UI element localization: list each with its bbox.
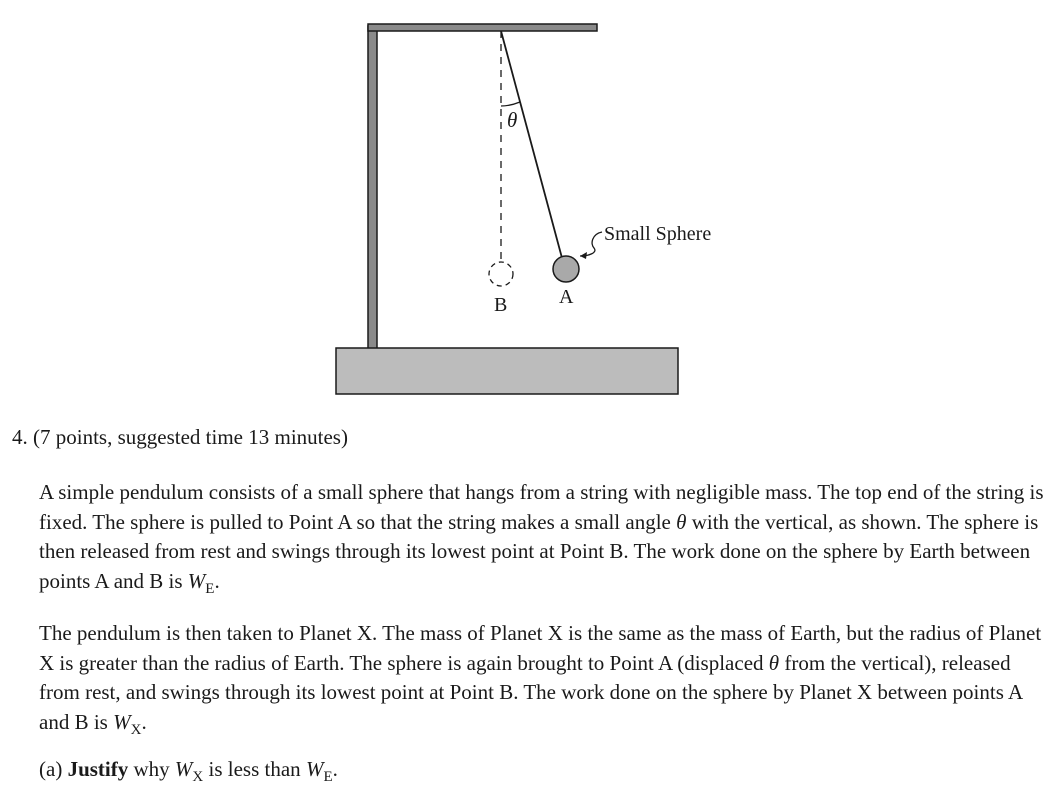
- part-a-end: .: [332, 757, 338, 781]
- sphere-pointer-arrowhead: [580, 252, 587, 259]
- part-a-text2: is less than: [208, 757, 301, 781]
- para1-theta: θ: [676, 509, 687, 534]
- para2-theta: θ: [768, 650, 780, 675]
- para1-end: .: [214, 568, 220, 593]
- para2-text: The pendulum is then taken to Planet X. The mass of Planet X is the same as the mass of Earth, but the radius of Planet X is greater than the radius of Earth. The sphere is again brought to Point A (displaced: [39, 621, 1042, 675]
- stand-post: [368, 26, 377, 350]
- part-a-bold: Justify: [67, 757, 129, 781]
- theta-arc: [501, 102, 520, 106]
- point-b-dashed-sphere: [489, 262, 513, 286]
- para2-end: .: [141, 709, 147, 734]
- para2-work-sub: X: [130, 721, 142, 738]
- para2-text2: from the vertical), released from rest, and swings through its lowest point at Point B. The work done on the sphere by Planet X between points A and B is: [39, 650, 1023, 734]
- small-sphere: [553, 256, 579, 282]
- question-heading: 4. (7 points, suggested time 13 minutes): [12, 425, 348, 449]
- point-a-label: A: [559, 286, 574, 308]
- stand-beam: [368, 24, 597, 31]
- question-part-a: [39, 755, 338, 788]
- part-a-sub2: E: [323, 769, 333, 785]
- part-a-var1: W: [174, 757, 193, 781]
- para1-text2: with the vertical, as shown. The sphere is then released from rest and swings through its lowest point at Point B. The work done on the sphere by Earth between points A and B is: [39, 509, 1039, 593]
- sphere-pointer-line: [580, 232, 602, 256]
- part-a-sub1: X: [192, 769, 204, 785]
- para1-work-var: W: [187, 568, 206, 593]
- part-a-label: (a): [39, 757, 63, 781]
- small-sphere-label: Small Sphere: [604, 223, 712, 245]
- question-paragraph-1: [39, 478, 1047, 599]
- theta-label: θ: [507, 108, 518, 132]
- para1-text: A simple pendulum consists of a small sphere that hangs from a string with negligible mass. The top end of the string is fixed. The sphere is pulled to Point A so that the string makes a small angle: [39, 480, 1044, 534]
- point-b-label: B: [494, 294, 508, 316]
- para2-work-var: W: [113, 709, 131, 734]
- stand-base: [336, 348, 678, 394]
- part-a-text1: why: [133, 757, 170, 781]
- question-paragraph-2: [39, 619, 1047, 740]
- part-a-var2: W: [305, 757, 324, 781]
- para1-work-sub: E: [205, 580, 215, 597]
- pendulum-string: [501, 31, 562, 258]
